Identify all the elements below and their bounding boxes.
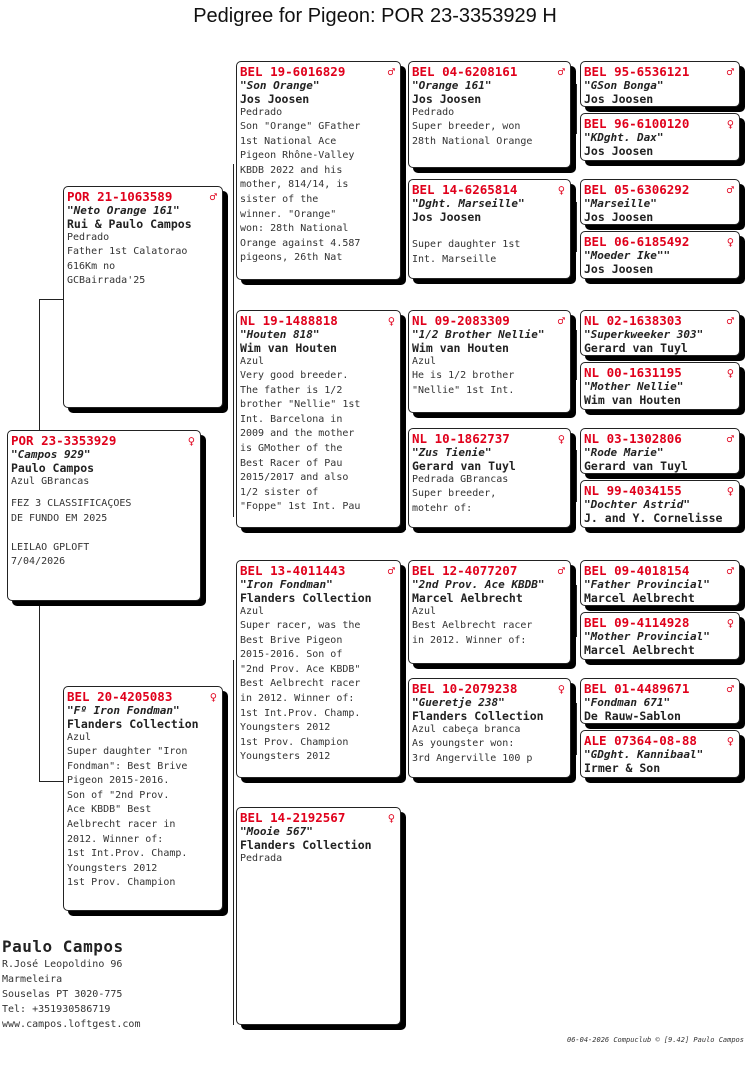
pigeon-name: "Houten 818"	[240, 328, 320, 341]
grandparent-card[interactable]	[236, 310, 401, 528]
ring-number: ALE 07364-08-88	[584, 733, 697, 748]
pigeon-color: Azul	[412, 606, 437, 617]
female-icon: ♀	[557, 432, 565, 446]
connector-gen4	[576, 450, 577, 502]
pigeon-name: "Campos 929"	[11, 448, 91, 461]
owner-name: Flanders Collection	[67, 717, 199, 731]
male-icon: ♂	[557, 564, 565, 578]
female-icon: ♀	[726, 117, 734, 131]
pigeon-name: "1/2 Brother Nellie"	[412, 328, 545, 341]
owner-name: Marcel Aelbrecht	[584, 591, 695, 605]
breeder-locality: Marmeleira	[2, 974, 63, 985]
ring-number: BEL 01-4489671	[584, 681, 690, 696]
pigeon-name: "Dochter Astrid"	[584, 498, 690, 511]
ring-number: NL 00-1631195	[584, 365, 682, 380]
pigeon-color: Azul cabeça branca	[412, 724, 521, 735]
connector-gen4	[576, 84, 577, 134]
pigeon-name: "Orange 161"	[412, 79, 492, 92]
ring-number: BEL 06-6185492	[584, 234, 690, 249]
pigeon-name: "GDght. Kannibaal"	[584, 748, 704, 761]
connector-sire	[233, 164, 234, 517]
g5-card[interactable]	[580, 560, 740, 606]
pigeon-notes: Best Aelbrecht racer in 2012. Winner of:	[412, 620, 533, 646]
ring-number: BEL 09-4114928	[584, 615, 690, 630]
ring-number: BEL 14-6265814	[412, 182, 518, 197]
pigeon-color: Azul	[240, 606, 265, 617]
grandparent-card[interactable]	[236, 807, 401, 1025]
female-icon: ♀	[726, 616, 734, 630]
owner-name: J. and Y. Cornelisse	[584, 511, 723, 525]
ring-number: POR 21-1063589	[67, 189, 173, 204]
owner-name: Jos Joosen	[584, 92, 654, 106]
owner-name: Irmer & Son	[584, 761, 661, 775]
great-grandparent-card[interactable]	[408, 560, 571, 664]
pigeon-name: "Fondman 671"	[584, 696, 671, 709]
male-icon: ♂	[557, 65, 565, 79]
pigeon-color: Azul	[412, 356, 437, 367]
pigeon-name: "Marseille"	[584, 197, 657, 210]
pigeon-name: "Mother Nellie"	[584, 380, 684, 393]
female-icon: ♀	[726, 734, 734, 748]
female-icon: ♀	[726, 235, 734, 249]
great-grandparent-card[interactable]	[408, 61, 571, 168]
pigeon-name: "Neto Orange 161"	[67, 204, 180, 217]
owner-name: Wim van Houten	[240, 341, 337, 355]
pigeon-name: "Mother Provincial"	[584, 630, 710, 643]
ring-number: NL 03-1302806	[584, 431, 682, 446]
owner-name: Flanders Collection	[240, 591, 372, 605]
breeder-postal: Souselas PT 3020-775	[2, 989, 123, 1000]
pigeon-color: Pedrado	[412, 107, 455, 118]
ring-number: BEL 96-6100120	[584, 116, 690, 131]
pigeon-color: Azul	[67, 732, 92, 743]
ring-number: NL 19-1488818	[240, 313, 338, 328]
ring-number: BEL 10-2079238	[412, 681, 518, 696]
pigeon-notes: Son "Orange" GFather 1st National Ace Pigeon Rhône-Valley KBDB 2022 and his mother, 814/14, is sister of the winner. "Orange" won: 28th National Orange against 4.587 pigeons, 26th Nat	[240, 121, 361, 264]
ring-number: NL 02-1638303	[584, 313, 682, 328]
pigeon-name: "Mooie 567"	[240, 825, 313, 838]
great-grandparent-card[interactable]	[408, 678, 571, 778]
female-icon: ♀	[726, 484, 734, 498]
g5-card[interactable]	[580, 61, 740, 107]
pigeon-name: "Moeder Ike""	[584, 249, 671, 262]
male-icon: ♂	[726, 432, 734, 446]
pigeon-name: "Rode Marie"	[584, 446, 664, 459]
pigeon-color: Azul GBrancas	[11, 476, 90, 487]
pigeon-name: "2nd Prov. Ace KBDB"	[412, 578, 545, 591]
pigeon-notes: Very good breeder. The father is 1/2 brother "Nellie" 1st Int. Barcelona in 2009 and the mother is GMother of the Best Racer of Pau 2015/2017 and also 1/2 sister of "Foppe" 1st Int. Pau	[240, 370, 361, 513]
pigeon-name: "Superkweeker 303"	[584, 328, 704, 341]
ring-number: BEL 95-6536121	[584, 64, 690, 79]
pigeon-notes: Super daughter "Iron Fondman": Best Brive Pigeon 2015-2016. Son of "2nd Prov. Ace KBDB" Best Aelbrecht racer in 2012. Winner of: 1st Int.Prov. Champ. Youngsters 2012 1st Prov. Champion	[67, 746, 188, 889]
ring-number: BEL 14-2192567	[240, 810, 346, 825]
ring-number: BEL 19-6016829	[240, 64, 346, 79]
pigeon-name: "KDght. Dax"	[584, 131, 664, 144]
owner-name: Gerard van Tuyl	[412, 459, 516, 473]
owner-name: Flanders Collection	[412, 709, 544, 723]
ring-number: NL 99-4034155	[584, 483, 682, 498]
male-icon: ♂	[209, 190, 217, 204]
pigeon-notes: Super breeder, motehr of:	[412, 488, 497, 514]
owner-name: Gerard van Tuyl	[584, 459, 688, 473]
connector-gen4	[576, 330, 577, 380]
pigeon-color: Pedrada	[240, 853, 283, 864]
owner-name: Rui & Paulo Campos	[67, 217, 192, 231]
owner-name: Jos Joosen	[240, 92, 310, 106]
grandparent-card[interactable]	[236, 560, 401, 778]
subject-pigeon-card[interactable]	[7, 430, 201, 601]
pigeon-notes: Super daughter 1st Int. Marseille	[412, 239, 521, 265]
pigeon-color: Azul	[240, 356, 265, 367]
ring-number: BEL 20-4205083	[67, 689, 173, 704]
male-icon: ♂	[387, 65, 395, 79]
g5-card[interactable]	[580, 231, 740, 279]
g5-card[interactable]	[580, 730, 740, 778]
pigeon-notes: Father 1st Calatorao 616Km no GCBairrada'25	[67, 246, 188, 287]
ring-number: BEL 04-6208161	[412, 64, 518, 79]
owner-name: Jos Joosen	[584, 262, 654, 276]
breeder-website[interactable]: www.campos.loftgest.com	[2, 1019, 141, 1030]
g5-card[interactable]	[580, 480, 740, 528]
connector-gen3	[405, 120, 406, 270]
pigeon-name: "GSon Bonga"	[584, 79, 664, 92]
g5-card[interactable]	[580, 179, 740, 225]
sire-card[interactable]	[63, 186, 223, 408]
connector-subject	[39, 601, 40, 781]
female-icon: ♀	[557, 682, 565, 696]
great-grandparent-card[interactable]	[408, 179, 571, 279]
ring-number: BEL 13-4011443	[240, 563, 346, 578]
pigeon-name: "Father Provincial"	[584, 578, 710, 591]
connector-gen4	[576, 585, 577, 637]
female-icon: ♀	[209, 690, 217, 704]
male-icon: ♂	[387, 564, 395, 578]
owner-name: Paulo Campos	[11, 461, 95, 475]
owner-name: Gerard van Tuyl	[584, 341, 688, 355]
ring-number: NL 10-1862737	[412, 431, 510, 446]
male-icon: ♂	[726, 682, 734, 696]
female-icon: ♀	[387, 811, 395, 825]
owner-name: Jos Joosen	[584, 210, 654, 224]
owner-name: Flanders Collection	[240, 838, 372, 852]
pigeon-name: "Fº Iron Fondman"	[67, 704, 180, 717]
ring-number: BEL 05-6306292	[584, 182, 690, 197]
connector-gen3	[405, 612, 406, 772]
connector-gen3	[405, 360, 406, 530]
connector-subject	[39, 781, 63, 782]
connector-subject	[39, 299, 40, 430]
owner-name: Wim van Houten	[412, 341, 509, 355]
g5-card[interactable]	[580, 428, 740, 474]
breeder-info	[2, 937, 140, 1032]
g5-card[interactable]	[580, 612, 740, 660]
great-grandparent-card[interactable]	[408, 428, 571, 528]
owner-name: Jos Joosen	[412, 92, 482, 106]
female-icon: ♀	[726, 366, 734, 380]
owner-name: De Rauw-Sablon	[584, 709, 681, 723]
male-icon: ♂	[726, 183, 734, 197]
connector-dam	[233, 660, 234, 1025]
connector-gen4	[576, 703, 577, 755]
female-icon: ♀	[557, 183, 565, 197]
g5-card[interactable]	[580, 113, 740, 161]
male-icon: ♂	[557, 314, 565, 328]
owner-name: Wim van Houten	[584, 393, 681, 407]
pigeon-name: "Gueretje 238"	[412, 696, 505, 709]
breeder-address: R.José Leopoldino 96	[2, 959, 123, 970]
breeder-name: Paulo Campos	[2, 937, 124, 956]
g5-card[interactable]	[580, 678, 740, 724]
ring-number: POR 23-3353929	[11, 433, 117, 448]
pigeon-notes: As youngster won: 3rd Angerville 100 p	[412, 738, 533, 764]
female-icon: ♀	[187, 434, 195, 448]
connector-subject	[39, 299, 63, 300]
g5-card[interactable]	[580, 310, 740, 356]
ring-number: BEL 09-4018154	[584, 563, 690, 578]
owner-name: Marcel Aelbrecht	[412, 591, 523, 605]
pigeon-name: "Son Orange"	[240, 79, 320, 92]
ring-number: BEL 12-4077207	[412, 563, 518, 578]
connector-gen4	[576, 202, 577, 252]
pigeon-color: Pedrado	[240, 107, 283, 118]
pigeon-notes: FEZ 3 CLASSIFICAÇOES DE FUNDO EM 2025 LEILAO GPLOFT 7/04/2026	[11, 498, 132, 567]
male-icon: ♂	[726, 65, 734, 79]
pigeon-color: Pedrado	[67, 232, 110, 243]
footer-credit: 06-04-2026 Compuclub © [9.42] Paulo Campos	[566, 1036, 744, 1044]
grandparent-card[interactable]	[236, 61, 401, 280]
pigeon-color	[412, 224, 567, 238]
pigeon-name: "Iron Fondman"	[240, 578, 333, 591]
page-title: Pedigree for Pigeon: POR 23-3353929 H	[193, 5, 557, 27]
pigeon-color: Pedrada GBrancas	[412, 474, 509, 485]
owner-name: Marcel Aelbrecht	[584, 643, 695, 657]
male-icon: ♂	[726, 564, 734, 578]
pigeon-notes: Super breeder, won 28th National Orange	[412, 121, 533, 147]
pigeon-notes: Super racer, was the Best Brive Pigeon 2015-2016. Son of "2nd Prov. Ace KBDB" Best Aelbrecht racer in 2012. Winner of: 1st Int.Prov. Champ. Youngsters 2012 1st Prov. Champion Youngsters 2012	[240, 620, 361, 763]
breeder-phone: Tel: +351930586719	[2, 1004, 111, 1015]
dam-card[interactable]	[63, 686, 223, 911]
owner-name: Jos Joosen	[412, 210, 482, 224]
female-icon: ♀	[387, 314, 395, 328]
g5-card[interactable]	[580, 362, 740, 410]
male-icon: ♂	[726, 314, 734, 328]
owner-name: Jos Joosen	[584, 144, 654, 158]
ring-number: NL 09-2083309	[412, 313, 510, 328]
pigeon-notes: He is 1/2 brother "Nellie" 1st Int.	[412, 370, 515, 396]
pigeon-name: "Zus Tienie"	[412, 446, 492, 459]
great-grandparent-card[interactable]	[408, 310, 571, 413]
pigeon-name: "Dght. Marseille"	[412, 197, 525, 210]
